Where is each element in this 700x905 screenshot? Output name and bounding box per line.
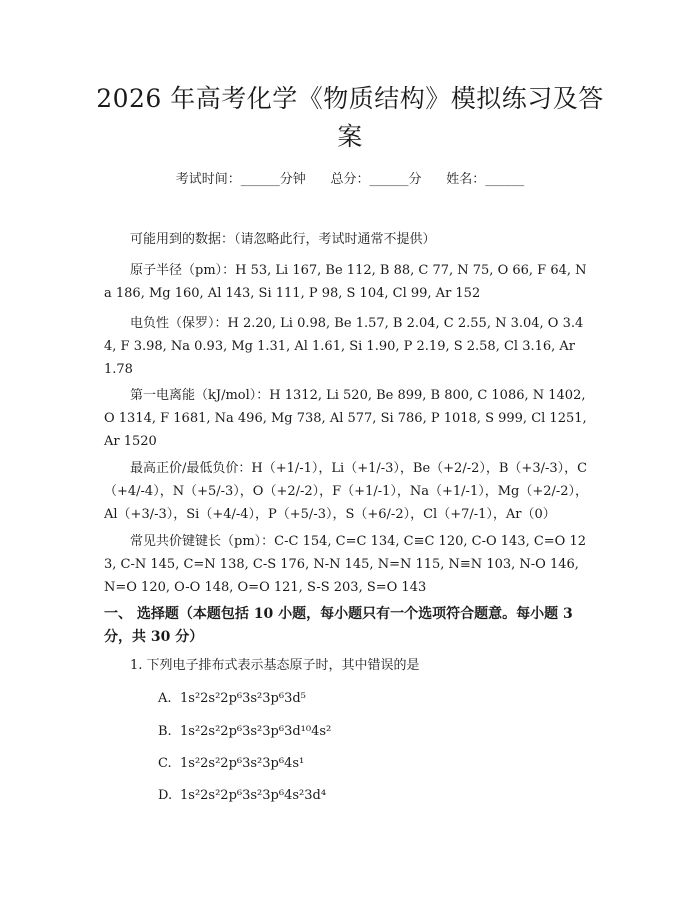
option-text: 1s²2s²2p⁶3s²3p⁶4s¹ (180, 756, 305, 771)
question-1-stem: 1. 下列电子排布式表示基态原子时，其中错误的是 (130, 658, 420, 673)
question-1-option-c (158, 754, 578, 774)
option-text: 1s²2s²2p⁶3s²3p⁶3d⁵ (180, 691, 306, 706)
page-title: 2026 年高考化学《物质结构》模拟练习及答案 (96, 84, 604, 151)
question-1-option-d (158, 786, 578, 806)
option-letter: D. (158, 788, 173, 803)
option-letter: B. (158, 724, 172, 739)
option-text: 1s²2s²2p⁶3s²3p⁶4s²3d⁴ (180, 788, 327, 803)
data-heading: 可能用到的数据：（请忽略此行，考试时通常不提供） (130, 232, 436, 247)
electronegativity-data: 电负性（保罗）：H 2.20, Li 0.98, Be 1.57, B 2.04, C 2.55, N 3.04, O 3.44, F 3.98, Na 0.93, Mg 1.31, Al 1.61, Si 1.90, P 2.19, S 2.58, Cl 3.16, Ar 1.78 (104, 316, 584, 377)
option-text: 1s²2s²2p⁶3s²3p⁶3d¹⁰4s² (180, 724, 332, 739)
ionization-energy-data: 第一电离能（kJ/mol）：H 1312, Li 520, Be 899, B 800, C 1086, N 1402, O 1314, F 1681, Na 496, Mg 738, Al 577, Si 786, P 1018, S 999, Cl 1251, Ar 1520 (104, 388, 587, 449)
bond-length-data: 常见共价键键长（pm）：C-C 154, C=C 134, C≡C 120, C-O 143, C=O 123, C-N 145, C=N 138, C-S 176, N-N 145, N=N 115, N≡N 103, N-O 146, N=O 120, O-O 148, O=O 121, S-S 203, S=O 143 (104, 534, 587, 595)
section-heading-choice: 一、 选择题（本题包括 10 小题，每小题只有一个选项符合题意。每小题 3 分，共 30 分） (104, 606, 573, 645)
atomic-radius-data: 原子半径（pm）：H 53, Li 167, Be 112, B 88, C 77, N 75, O 66, F 64, Na 186, Mg 160, Al 143, Si 111, P 98, S 104, Cl 99, Ar 152 (104, 263, 587, 301)
valence-data: 最高正价/最低负价：H（+1/-1），Li（+1/-3），Be（+2/-2），B（+3/-3），C（+4/-4），N（+5/-3），O（+2/-2），F（+1/-1），Na（+1/-1），Mg（+2/-2），Al（+3/-3），Si（+4/-4），P（+5/-3），S（+6/-2），Cl（+7/-1），Ar（0） (104, 461, 589, 522)
question-1-option-b (158, 722, 578, 742)
exam-info-line: 考试时间：______分钟 总分：______分 姓名：______ (175, 172, 525, 187)
option-letter: A. (158, 691, 172, 706)
question-1-option-a (158, 689, 578, 709)
option-letter: C. (158, 756, 172, 771)
